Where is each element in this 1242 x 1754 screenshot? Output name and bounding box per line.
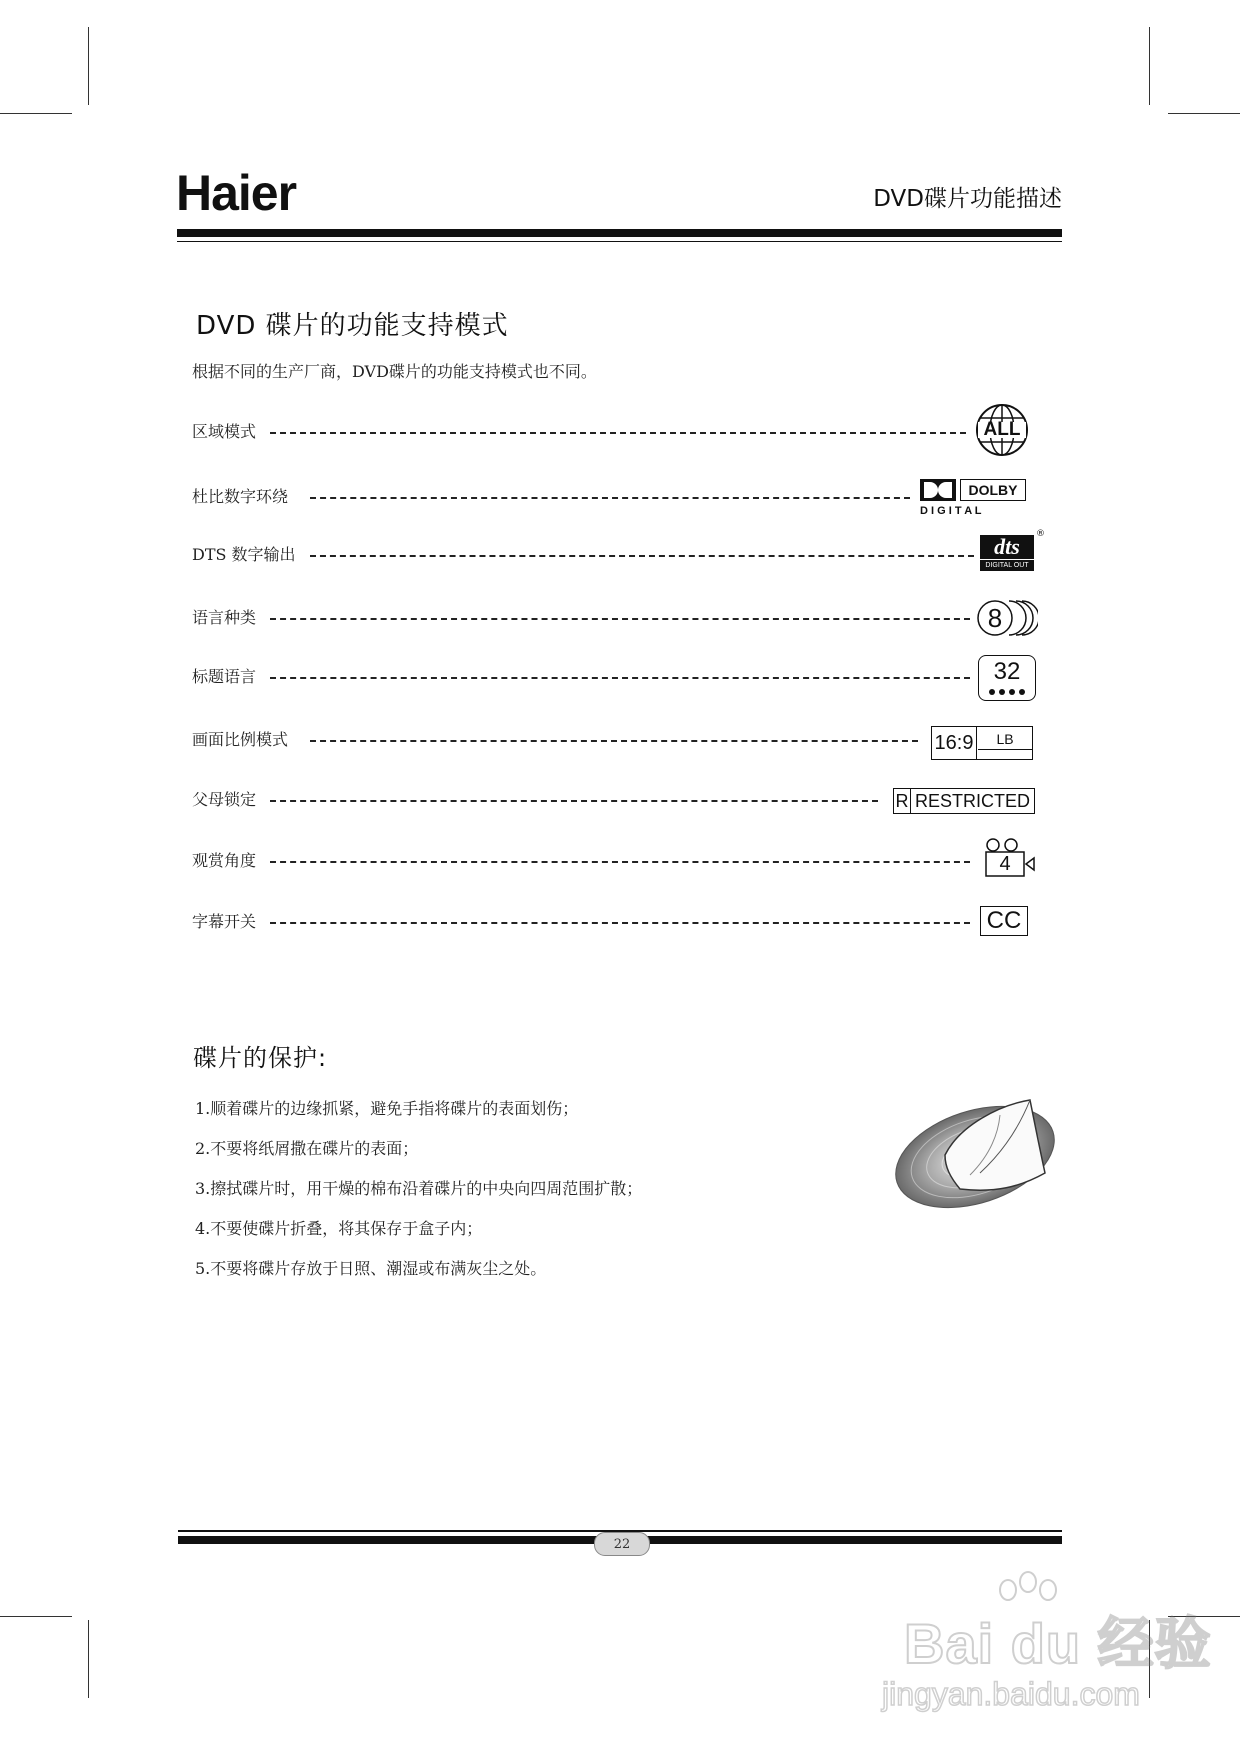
registered-mark: ® bbox=[1036, 529, 1045, 539]
disc-cleaning-illustration bbox=[890, 1095, 1060, 1215]
feature-row-languages bbox=[192, 598, 1042, 638]
feature-row-dolby bbox=[192, 477, 1037, 517]
intro-text: 根据不同的生产厂商，DVD碟片的功能支持模式也不同。 bbox=[192, 362, 597, 381]
crop-mark bbox=[0, 113, 72, 114]
feature-label: 区域模式 bbox=[192, 422, 257, 441]
dashed-leader bbox=[270, 432, 966, 434]
closed-caption-icon bbox=[980, 906, 1028, 936]
feature-row-aspect-ratio bbox=[192, 720, 1032, 760]
dashed-leader bbox=[310, 555, 974, 557]
list-item: 1.顺着碟片的边缘抓紧，避免手指将碟片的表面划伤； bbox=[195, 1099, 579, 1118]
crop-mark bbox=[88, 1620, 89, 1698]
feature-row-subtitles bbox=[192, 657, 1042, 697]
dots-icon bbox=[987, 688, 1027, 696]
crop-mark bbox=[88, 27, 89, 105]
dashed-leader bbox=[270, 677, 970, 679]
region-all-globe-icon bbox=[974, 402, 1030, 462]
section-title: DVD 碟片的功能支持模式 bbox=[196, 311, 509, 341]
dts-text: dts bbox=[980, 535, 1034, 559]
feature-row-parental-lock bbox=[192, 780, 1037, 820]
camera-angles-icon bbox=[984, 838, 1036, 882]
aspect-ratio-icon bbox=[931, 726, 1033, 760]
cc-text: CC bbox=[986, 907, 1022, 934]
page-number: 22 bbox=[594, 1532, 650, 1556]
language-count: 8 bbox=[987, 603, 1003, 633]
feature-label: 杜比数字环绕 bbox=[192, 487, 289, 506]
crop-mark bbox=[1168, 113, 1240, 114]
dashed-leader bbox=[270, 861, 970, 863]
list-item: 2.不要将纸屑撒在碟片的表面； bbox=[195, 1139, 419, 1158]
dolby-text: DOLBY bbox=[960, 479, 1026, 501]
region-all-text: ALL bbox=[983, 419, 1021, 440]
subtitle-count: 32 bbox=[993, 658, 1021, 685]
dashed-leader bbox=[270, 618, 970, 620]
list-item: 5.不要将碟片存放于日照、潮湿或布满灰尘之处。 bbox=[195, 1259, 547, 1278]
crop-mark bbox=[1149, 27, 1150, 105]
dolby-digital-icon bbox=[920, 479, 1030, 519]
header-rule bbox=[177, 229, 1062, 242]
audio-languages-icon bbox=[976, 599, 1038, 637]
restricted-text: RESTRICTED bbox=[914, 791, 1030, 811]
letterbox-text: LB bbox=[978, 729, 1032, 750]
rating-letter: R bbox=[894, 789, 911, 813]
feature-label: 父母锁定 bbox=[192, 790, 257, 809]
dashed-leader bbox=[310, 497, 910, 499]
list-item: 4.不要使碟片折叠，将其保存于盒子内； bbox=[195, 1219, 483, 1238]
feature-row-dts bbox=[192, 529, 1045, 575]
brand-logo: Haier bbox=[176, 165, 297, 221]
header-title: DVD碟片功能描述 bbox=[873, 186, 1062, 212]
dolby-sub-text: D I G I T A L bbox=[920, 505, 982, 517]
feature-label: 字幕开关 bbox=[192, 912, 257, 931]
parental-lock-icon bbox=[893, 788, 1035, 814]
feature-label: 观赏角度 bbox=[192, 851, 257, 870]
dts-icon bbox=[980, 529, 1045, 575]
dashed-leader bbox=[310, 740, 918, 742]
angle-count: 4 bbox=[999, 853, 1011, 875]
feature-label: 画面比例模式 bbox=[192, 730, 289, 749]
feature-label: 标题语言 bbox=[192, 667, 257, 686]
feature-row-angles bbox=[192, 841, 1042, 881]
aspect-ratio-text: 16:9 bbox=[932, 727, 977, 759]
dashed-leader bbox=[270, 922, 970, 924]
feature-row-closed-caption bbox=[192, 902, 1037, 942]
list-item: 3.擦拭碟片时，用干燥的棉布沿着碟片的中央向四周范围扩散； bbox=[195, 1179, 643, 1198]
crop-mark bbox=[0, 1616, 72, 1617]
section-title: 碟片的保护: bbox=[193, 1044, 328, 1072]
dashed-leader bbox=[270, 800, 878, 802]
dts-sub-text: DIGITAL OUT bbox=[980, 560, 1034, 571]
feature-row-region bbox=[192, 412, 1032, 452]
watermark-brand: Bai du 经验 bbox=[904, 1612, 1212, 1675]
subtitle-languages-icon bbox=[978, 655, 1036, 701]
feature-label: 语言种类 bbox=[192, 608, 257, 627]
watermark-url: jingyan.baidu.com bbox=[882, 1676, 1140, 1712]
feature-label: DTS 数字输出 bbox=[192, 545, 296, 564]
